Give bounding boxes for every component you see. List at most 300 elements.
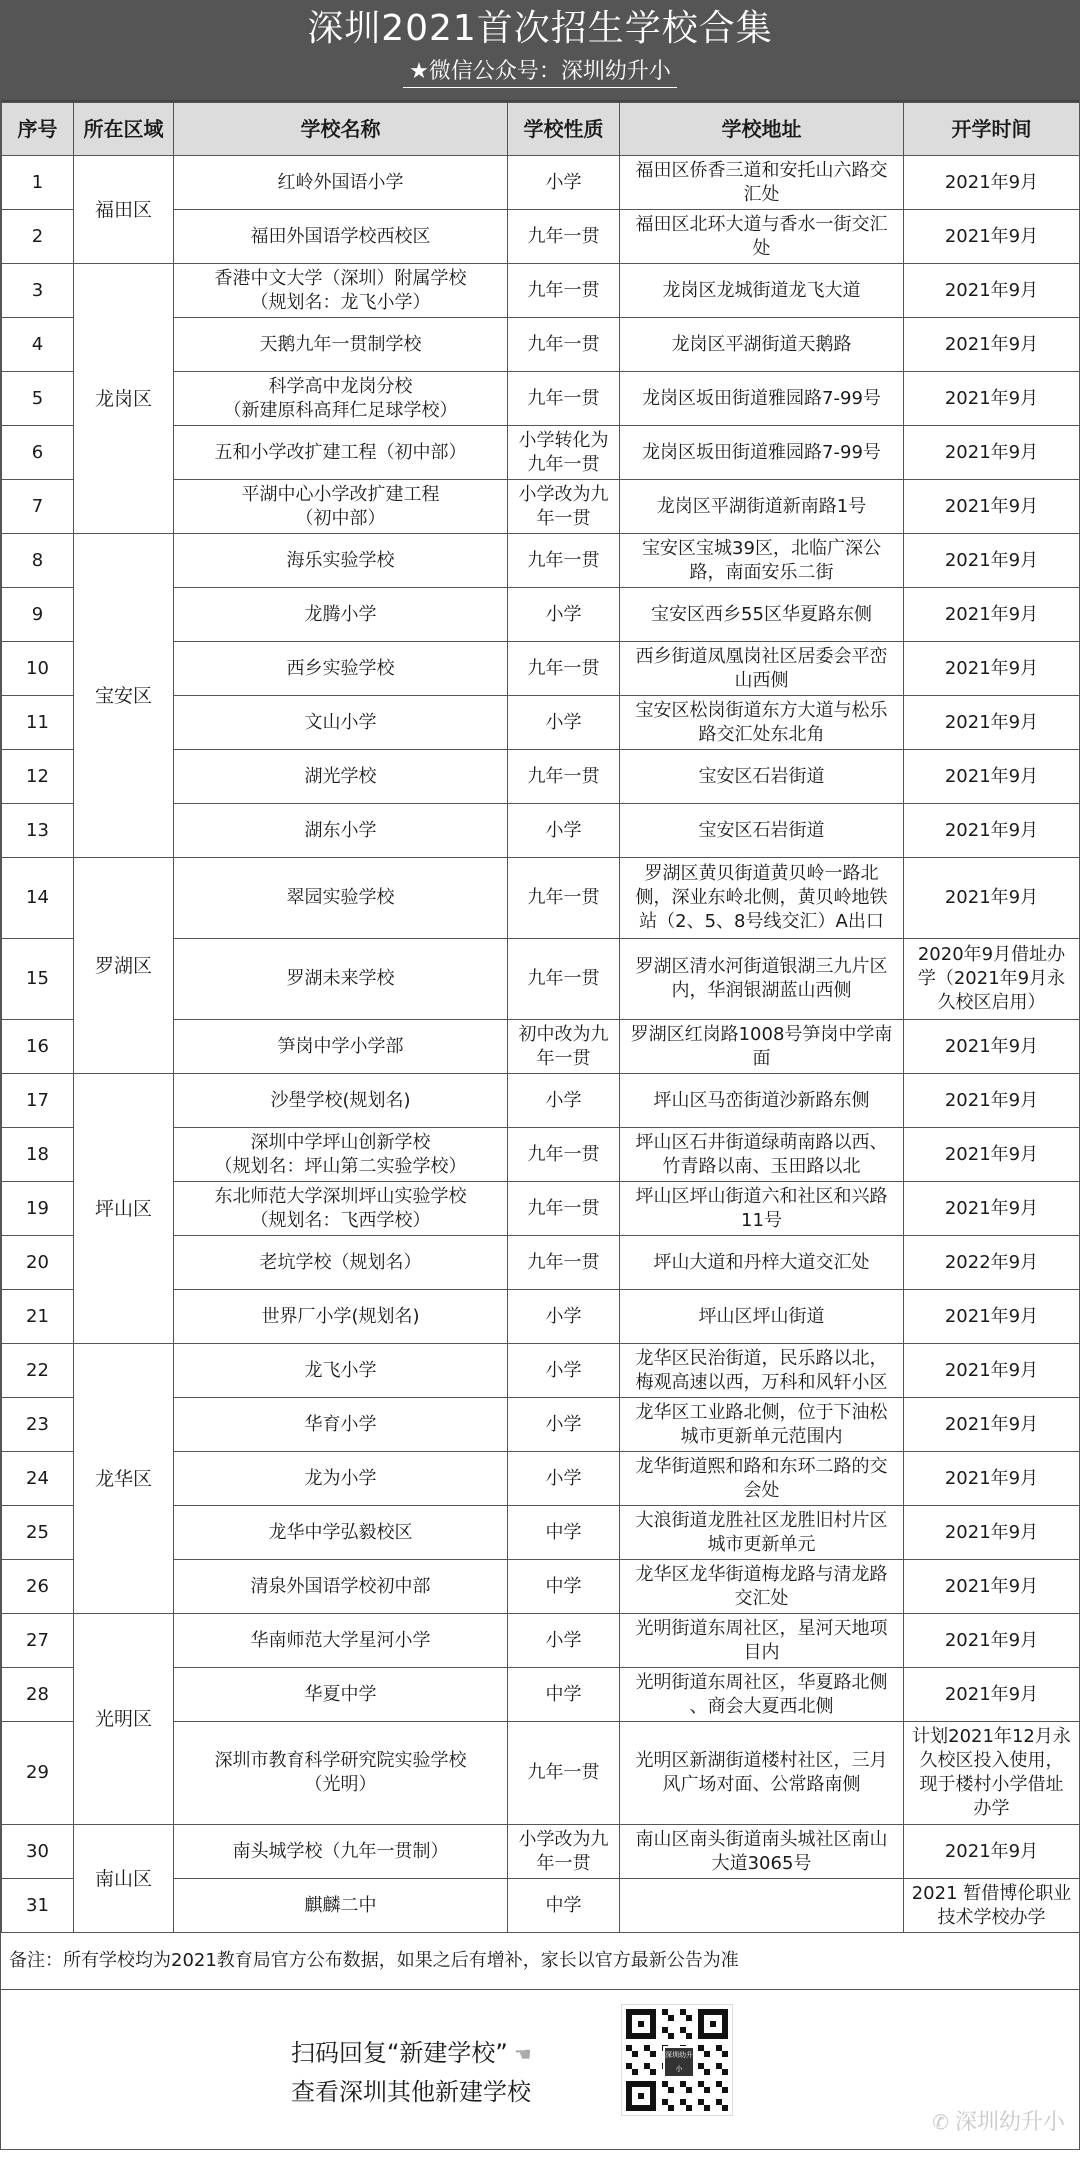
cell-open-date bbox=[904, 1128, 1080, 1182]
cell-line: 小学 bbox=[545, 171, 582, 193]
cell-school-name bbox=[174, 318, 508, 372]
cell-address bbox=[620, 1452, 904, 1506]
cell-line: 2021年9月 bbox=[944, 1575, 1039, 1597]
cell-line: 2021年9月 bbox=[944, 819, 1039, 841]
cell-line: 城市更新单元范围内 bbox=[680, 1425, 843, 1447]
cell-no: 20 bbox=[2, 1236, 74, 1290]
cell-address bbox=[620, 372, 904, 426]
cell-school-name bbox=[174, 372, 508, 426]
cell-line: 风广场对面、公常路南侧 bbox=[662, 1774, 861, 1795]
cell-school-name bbox=[174, 210, 508, 264]
cell-school-name bbox=[174, 426, 508, 480]
cell-school-type bbox=[508, 1560, 620, 1614]
cell-school-type bbox=[508, 1344, 620, 1398]
cell-address bbox=[620, 1344, 904, 1398]
cell-line: 龙岗区平湖街道新南路1号 bbox=[656, 495, 867, 517]
cell-line: 2021年9月 bbox=[944, 887, 1039, 908]
cell-line: 2022年9月 bbox=[944, 1251, 1039, 1273]
table-row bbox=[2, 1825, 1080, 1879]
cell-line: 龙华区工业路北侧，位于下油松 bbox=[635, 1401, 888, 1423]
cell-line: 九年一贯 bbox=[527, 333, 600, 355]
cell-address bbox=[620, 156, 904, 210]
cell-line: 2020年9月借址办 bbox=[917, 944, 1066, 965]
cell-line: 2021年9月 bbox=[944, 1359, 1039, 1381]
cell-no: 29 bbox=[2, 1722, 74, 1825]
cell-line: 中学 bbox=[545, 1894, 582, 1916]
cell-address bbox=[620, 1879, 904, 1933]
cell-school-name bbox=[174, 1560, 508, 1614]
cell-line: 中学 bbox=[545, 1521, 582, 1543]
cell-address bbox=[620, 264, 904, 318]
cell-line: 福田区北环大道与香水一街交汇 bbox=[635, 213, 888, 235]
cell-line: 红岭外国语小学 bbox=[277, 171, 404, 193]
cell-no: 24 bbox=[2, 1452, 74, 1506]
cell-school-name bbox=[174, 939, 508, 1020]
cell-line: 学（2021年9月永 bbox=[917, 968, 1066, 989]
col-header-address: 学校地址 bbox=[620, 103, 904, 156]
cell-open-date bbox=[904, 1506, 1080, 1560]
cell-no: 5 bbox=[2, 372, 74, 426]
cell-line: （规划名：龙飞小学） bbox=[250, 291, 431, 313]
cell-address bbox=[620, 1506, 904, 1560]
cell-address bbox=[620, 1020, 904, 1074]
cell-line: 科学高中龙岗分校 bbox=[268, 375, 413, 397]
cell-address bbox=[620, 939, 904, 1020]
cell-line: 小学 bbox=[545, 1467, 582, 1489]
table-row bbox=[2, 1344, 1080, 1398]
cell-line: 龙为小学 bbox=[304, 1467, 377, 1489]
cell-line: 2021年9月 bbox=[944, 657, 1039, 679]
cell-line: 梅观高速以西，万科和风轩小区 bbox=[635, 1371, 888, 1393]
cell-line: 湖光学校 bbox=[304, 765, 377, 787]
cell-line: 中学 bbox=[545, 1683, 582, 1705]
cell-no: 3 bbox=[2, 264, 74, 318]
cell-address bbox=[620, 858, 904, 939]
cell-line: 龙岗区坂田街道雅园路7-99号 bbox=[642, 387, 881, 409]
cell-no: 31 bbox=[2, 1879, 74, 1933]
cell-line: 宝安区石岩街道 bbox=[698, 765, 825, 787]
cell-line: 海乐实验学校 bbox=[286, 549, 395, 571]
cta-line-1: 扫码回复“新建学校” bbox=[291, 2039, 508, 2067]
cell-line: 西乡实验学校 bbox=[286, 657, 395, 679]
cell-open-date bbox=[904, 588, 1080, 642]
cell-address bbox=[620, 480, 904, 534]
table-row bbox=[2, 534, 1080, 588]
cell-line: 交汇处 bbox=[734, 1587, 789, 1609]
cell-line: 山西侧 bbox=[734, 669, 789, 691]
cell-line: 年一贯 bbox=[536, 1047, 591, 1069]
cell-school-name bbox=[174, 588, 508, 642]
cell-school-name bbox=[174, 1825, 508, 1879]
cell-school-type bbox=[508, 1614, 620, 1668]
cell-line: 世界厂小学(规划名) bbox=[261, 1305, 420, 1327]
cell-no: 17 bbox=[2, 1074, 74, 1128]
cell-school-name bbox=[174, 1668, 508, 1722]
cell-line: 九年一贯 bbox=[527, 887, 600, 908]
cell-line: 清泉外国语学校初中部 bbox=[250, 1575, 431, 1597]
cell-school-name bbox=[174, 642, 508, 696]
cell-line: （规划名：坪山第二实验学校） bbox=[214, 1155, 467, 1177]
cell-address bbox=[620, 1614, 904, 1668]
cell-no: 21 bbox=[2, 1290, 74, 1344]
cell-line: 九年一贯 bbox=[527, 1197, 600, 1219]
cell-line: 2021年9月 bbox=[944, 1035, 1039, 1057]
cell-line: 龙华中学弘毅校区 bbox=[268, 1521, 413, 1543]
cell-line: 大浪街道龙胜社区龙胜旧村片区 bbox=[635, 1509, 888, 1531]
watermark bbox=[932, 2105, 1065, 2136]
cell-line: （初中部） bbox=[295, 507, 386, 529]
cell-no: 11 bbox=[2, 696, 74, 750]
cell-line: 龙华区民治街道，民乐路以北， bbox=[635, 1347, 888, 1369]
cell-address bbox=[620, 588, 904, 642]
cell-line: 东北师范大学深圳坪山实验学校 bbox=[214, 1185, 467, 1207]
cell-school-name bbox=[174, 696, 508, 750]
cell-line: 2021年9月 bbox=[944, 1143, 1039, 1165]
cell-line: 计划2021年12月永 bbox=[912, 1726, 1071, 1747]
cell-address bbox=[620, 1182, 904, 1236]
cell-line: 内，华润银湖蓝山西侧 bbox=[671, 980, 852, 1001]
cell-line: 翠园实验学校 bbox=[286, 887, 395, 908]
cell-address bbox=[620, 1290, 904, 1344]
cell-line: 南头城学校（九年一贯制） bbox=[232, 1840, 449, 1862]
cell-line: 2021年9月 bbox=[944, 1089, 1039, 1111]
cell-line: 西乡街道凤凰岗社区居委会平峦 bbox=[635, 645, 888, 667]
cell-open-date bbox=[904, 1879, 1080, 1933]
cell-school-name bbox=[174, 156, 508, 210]
cell-region: 宝安区 bbox=[74, 534, 174, 858]
cell-no: 7 bbox=[2, 480, 74, 534]
cell-school-type bbox=[508, 1020, 620, 1074]
cell-address bbox=[620, 1668, 904, 1722]
cell-school-name bbox=[174, 1182, 508, 1236]
cell-no: 4 bbox=[2, 318, 74, 372]
qr-center-logo: 深圳幼升小 bbox=[663, 2046, 695, 2078]
cell-line: 坪山区马峦街道沙新路东侧 bbox=[653, 1089, 870, 1111]
cell-line: 中学 bbox=[545, 1575, 582, 1597]
cell-line: 汇处 bbox=[743, 183, 780, 205]
cell-open-date bbox=[904, 1668, 1080, 1722]
cell-line: 小学 bbox=[545, 711, 582, 733]
cell-no: 25 bbox=[2, 1506, 74, 1560]
cell-open-date bbox=[904, 318, 1080, 372]
cell-line: 2021年9月 bbox=[944, 1413, 1039, 1435]
cell-line: 福田区侨香三道和安托山六路交 bbox=[635, 159, 888, 181]
cell-line: 南山区南头街道南头城社区南山 bbox=[635, 1828, 888, 1850]
cell-no: 19 bbox=[2, 1182, 74, 1236]
cell-line: 九年一贯 bbox=[527, 279, 600, 301]
cell-school-name bbox=[174, 858, 508, 939]
cell-open-date bbox=[904, 1236, 1080, 1290]
cell-line: 侧，深业东岭北侧，黄贝岭地铁 bbox=[635, 887, 888, 908]
cell-line: 罗湖区红岗路1008号笋岗中学南 bbox=[630, 1023, 893, 1045]
cell-line: 龙岗区平湖街道天鹅路 bbox=[671, 333, 852, 355]
cell-line: 、商会大夏西北侧 bbox=[689, 1695, 834, 1717]
cell-school-type bbox=[508, 1722, 620, 1825]
cell-line: 2021 暂借博伦职业 bbox=[911, 1882, 1072, 1904]
cell-no: 8 bbox=[2, 534, 74, 588]
cell-open-date bbox=[904, 1398, 1080, 1452]
cell-line: 湖东小学 bbox=[304, 819, 377, 841]
cell-line: 坪山区石井街道绿萌南路以西、 bbox=[635, 1131, 888, 1153]
cell-line: 2021年9月 bbox=[944, 1629, 1039, 1651]
cell-school-type bbox=[508, 210, 620, 264]
cell-school-type bbox=[508, 642, 620, 696]
cell-no: 15 bbox=[2, 939, 74, 1020]
cell-school-name bbox=[174, 480, 508, 534]
cell-line: 城市更新单元 bbox=[707, 1533, 816, 1555]
cell-address bbox=[620, 534, 904, 588]
footer bbox=[1, 1990, 1079, 2164]
cell-line: 竹青路以南、玉田路以北 bbox=[662, 1155, 861, 1177]
cell-line: 九年一贯 bbox=[527, 657, 600, 679]
cell-school-type bbox=[508, 858, 620, 939]
cell-no: 2 bbox=[2, 210, 74, 264]
cell-school-name bbox=[174, 1614, 508, 1668]
cell-school-type bbox=[508, 1074, 620, 1128]
wechat-account-subtitle: ★微信公众号：深圳幼升小 bbox=[403, 57, 677, 88]
cell-address bbox=[620, 642, 904, 696]
wechat-icon: ✆ bbox=[932, 2110, 949, 2134]
cell-line: 现于楼村小学借址 bbox=[919, 1774, 1064, 1795]
cell-line: 小学转化为 bbox=[518, 429, 609, 451]
cell-school-name bbox=[174, 264, 508, 318]
col-header-no: 序号 bbox=[2, 103, 74, 156]
cell-line: 华夏中学 bbox=[304, 1683, 377, 1705]
cell-line: 九年一贯 bbox=[527, 1143, 600, 1165]
cell-school-type bbox=[508, 1236, 620, 1290]
cell-school-name bbox=[174, 1290, 508, 1344]
cell-open-date bbox=[904, 642, 1080, 696]
cell-no: 9 bbox=[2, 588, 74, 642]
cell-line: 老坑学校（规划名） bbox=[259, 1251, 422, 1273]
cell-school-name bbox=[174, 1074, 508, 1128]
cell-line: 站（2、5、8号线交汇）A出口 bbox=[639, 911, 884, 932]
cell-line: 2021年9月 bbox=[944, 1305, 1039, 1327]
cell-open-date bbox=[904, 156, 1080, 210]
col-header-region: 所在区域 bbox=[74, 103, 174, 156]
cell-address bbox=[620, 1722, 904, 1825]
qr-call-to-action bbox=[291, 2034, 532, 2111]
cell-school-type bbox=[508, 1128, 620, 1182]
cell-line: 香港中文大学（深圳）附属学校 bbox=[214, 267, 467, 289]
cell-line: 2021年9月 bbox=[944, 1840, 1039, 1862]
cell-open-date bbox=[904, 939, 1080, 1020]
cell-line: 华南师范大学星河小学 bbox=[250, 1629, 431, 1651]
cell-line: 沙壆学校(规划名) bbox=[270, 1089, 411, 1111]
cell-line: 2021年9月 bbox=[944, 549, 1039, 571]
table-row bbox=[2, 1614, 1080, 1668]
cell-line: 技术学校办学 bbox=[937, 1906, 1046, 1928]
cell-region: 坪山区 bbox=[74, 1074, 174, 1344]
cell-line: 龙华区龙华街道梅龙路与清龙路 bbox=[635, 1563, 888, 1585]
cell-address bbox=[620, 210, 904, 264]
cell-line: （光明） bbox=[304, 1774, 377, 1795]
cell-line: 文山小学 bbox=[304, 711, 377, 733]
table-row bbox=[2, 858, 1080, 939]
cell-line: 2021年9月 bbox=[944, 171, 1039, 193]
cell-school-type bbox=[508, 1452, 620, 1506]
cell-region: 南山区 bbox=[74, 1825, 174, 1933]
cell-region: 福田区 bbox=[74, 156, 174, 264]
cell-school-type bbox=[508, 588, 620, 642]
cell-open-date bbox=[904, 1290, 1080, 1344]
cell-address bbox=[620, 750, 904, 804]
cell-line: 麒麟二中 bbox=[304, 1894, 377, 1916]
cell-line: 深圳中学坪山创新学校 bbox=[250, 1131, 431, 1153]
table-header-row bbox=[2, 103, 1080, 156]
cell-line: 天鹅九年一贯制学校 bbox=[259, 333, 422, 355]
cell-line: 小学 bbox=[545, 1305, 582, 1327]
cell-line: 九年一贯 bbox=[527, 1762, 600, 1783]
cell-no: 16 bbox=[2, 1020, 74, 1074]
cell-line: 罗湖未来学校 bbox=[286, 968, 395, 989]
cell-line: 五和小学改扩建工程（初中部） bbox=[214, 441, 467, 463]
cell-open-date bbox=[904, 534, 1080, 588]
cell-line: 平湖中心小学改扩建工程 bbox=[241, 483, 440, 505]
cell-line: 坪山大道和丹梓大道交汇处 bbox=[653, 1251, 870, 1273]
cell-line: 2021年9月 bbox=[944, 333, 1039, 355]
cell-school-type bbox=[508, 372, 620, 426]
cell-no: 13 bbox=[2, 804, 74, 858]
cell-line: 小学改为九 bbox=[518, 483, 609, 505]
cell-line: 大道3065号 bbox=[711, 1852, 812, 1874]
cell-line: 坪山区坪山街道 bbox=[698, 1305, 825, 1327]
watermark-text: 深圳幼升小 bbox=[954, 2110, 1065, 2135]
cell-line: 福田外国语学校西校区 bbox=[250, 225, 431, 247]
cell-line: 坪山区坪山街道六和社区和兴路 bbox=[635, 1185, 888, 1207]
cell-school-type bbox=[508, 1398, 620, 1452]
cell-line: 小学改为九 bbox=[518, 1828, 609, 1850]
table-row bbox=[2, 1074, 1080, 1128]
cell-address bbox=[620, 1074, 904, 1128]
cell-no: 30 bbox=[2, 1825, 74, 1879]
cell-no: 14 bbox=[2, 858, 74, 939]
cell-line: 光明区新湖街道楼村社区，三月 bbox=[635, 1750, 888, 1771]
cell-address bbox=[620, 1560, 904, 1614]
cell-line: 罗湖区黄贝街道黄贝岭一路北 bbox=[644, 863, 879, 884]
cell-line: 路，南面安乐二街 bbox=[689, 561, 834, 583]
cell-open-date bbox=[904, 750, 1080, 804]
cell-line: 笋岗中学小学部 bbox=[277, 1035, 404, 1057]
cta-line-2: 查看深圳其他新建学校 bbox=[291, 2078, 531, 2106]
cell-open-date bbox=[904, 372, 1080, 426]
cell-line: 小学 bbox=[545, 603, 582, 625]
cell-school-type bbox=[508, 264, 620, 318]
cell-region: 光明区 bbox=[74, 1614, 174, 1825]
cell-school-name bbox=[174, 1398, 508, 1452]
cell-no: 28 bbox=[2, 1668, 74, 1722]
cell-line: 2021年9月 bbox=[944, 1467, 1039, 1489]
cell-no: 1 bbox=[2, 156, 74, 210]
cell-no: 27 bbox=[2, 1614, 74, 1668]
cell-open-date bbox=[904, 426, 1080, 480]
cell-line: 龙岗区龙城街道龙飞大道 bbox=[662, 279, 861, 301]
cell-line: 年一贯 bbox=[536, 1852, 591, 1874]
cell-line: 会处 bbox=[743, 1479, 780, 1501]
cell-school-name bbox=[174, 1879, 508, 1933]
cell-school-name bbox=[174, 750, 508, 804]
cell-line: 2021年9月 bbox=[944, 765, 1039, 787]
cell-school-name bbox=[174, 1452, 508, 1506]
cell-address bbox=[620, 1825, 904, 1879]
cell-line: 初中改为九 bbox=[518, 1023, 609, 1045]
cell-open-date bbox=[904, 858, 1080, 939]
cell-no: 12 bbox=[2, 750, 74, 804]
cell-school-name bbox=[174, 1722, 508, 1825]
cell-school-name bbox=[174, 1020, 508, 1074]
cell-line: 小学 bbox=[545, 1413, 582, 1435]
cell-line: 2021年9月 bbox=[944, 495, 1039, 517]
cell-school-name bbox=[174, 1344, 508, 1398]
cell-school-type bbox=[508, 480, 620, 534]
cell-region: 罗湖区 bbox=[74, 858, 174, 1074]
cell-address bbox=[620, 696, 904, 750]
cell-school-type bbox=[508, 804, 620, 858]
cell-school-name bbox=[174, 804, 508, 858]
cell-line: 深圳市教育科学研究院实验学校 bbox=[214, 1750, 467, 1771]
cell-no: 10 bbox=[2, 642, 74, 696]
cell-open-date bbox=[904, 1344, 1080, 1398]
cell-address bbox=[620, 1128, 904, 1182]
cell-line: 龙岗区坂田街道雅园路7-99号 bbox=[642, 441, 881, 463]
pointing-hand-icon: ☚ bbox=[513, 2042, 532, 2066]
cell-open-date bbox=[904, 804, 1080, 858]
cell-region: 龙岗区 bbox=[74, 264, 174, 534]
cell-school-name bbox=[174, 534, 508, 588]
cell-line: 九年一贯 bbox=[527, 549, 600, 571]
cell-line: 宝安区石岩街道 bbox=[698, 819, 825, 841]
cell-school-type bbox=[508, 1825, 620, 1879]
cell-open-date bbox=[904, 1020, 1080, 1074]
cell-open-date bbox=[904, 1182, 1080, 1236]
cell-line: 九年一贯 bbox=[527, 1251, 600, 1273]
cell-school-type bbox=[508, 534, 620, 588]
cell-open-date bbox=[904, 696, 1080, 750]
cell-open-date bbox=[904, 1452, 1080, 1506]
cell-no: 26 bbox=[2, 1560, 74, 1614]
cell-line: 2021年9月 bbox=[944, 1683, 1039, 1705]
cell-no: 6 bbox=[2, 426, 74, 480]
cell-no: 18 bbox=[2, 1128, 74, 1182]
cell-line: 年一贯 bbox=[536, 507, 591, 529]
col-header-school-type: 学校性质 bbox=[508, 103, 620, 156]
cell-line: 久校区投入使用， bbox=[919, 1750, 1064, 1771]
table-row bbox=[2, 264, 1080, 318]
cell-address bbox=[620, 1236, 904, 1290]
cell-address bbox=[620, 1398, 904, 1452]
cell-open-date bbox=[904, 264, 1080, 318]
cell-line: 2021年9月 bbox=[944, 711, 1039, 733]
cell-school-type bbox=[508, 1668, 620, 1722]
cell-line: 11号 bbox=[741, 1209, 782, 1231]
col-header-open-date: 开学时间 bbox=[904, 103, 1080, 156]
cell-line: 宝安区西乡55区华夏路东侧 bbox=[651, 603, 872, 625]
cell-open-date bbox=[904, 1074, 1080, 1128]
header-banner bbox=[1, 1, 1079, 102]
cell-open-date bbox=[904, 1722, 1080, 1825]
cell-line: 宝安区宝城39区，北临广深公 bbox=[642, 537, 881, 559]
cell-open-date bbox=[904, 1614, 1080, 1668]
cell-line: 九年一贯 bbox=[527, 225, 600, 247]
col-header-school-name: 学校名称 bbox=[174, 103, 508, 156]
cell-school-type bbox=[508, 1879, 620, 1933]
cell-line: 小学 bbox=[545, 1629, 582, 1651]
cell-no: 23 bbox=[2, 1398, 74, 1452]
cell-open-date bbox=[904, 480, 1080, 534]
school-table bbox=[1, 102, 1080, 1933]
cell-line: （规划名：飞西学校） bbox=[250, 1209, 431, 1231]
cell-address bbox=[620, 426, 904, 480]
